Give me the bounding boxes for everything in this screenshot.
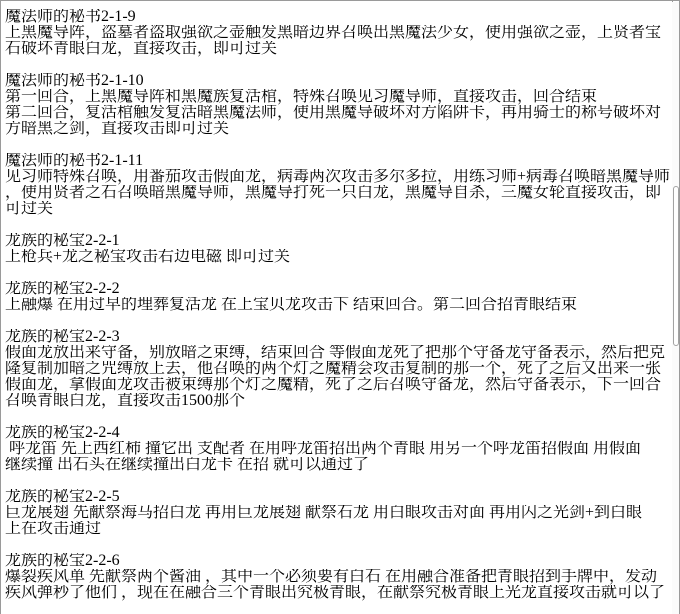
entry-title: 魔法师的秘书2-1-9 [5, 9, 136, 25]
walkthrough-entry [5, 329, 670, 409]
entry-text-line: 可过关 [5, 201, 54, 217]
entry-title: 龙族的秘宝2-2-2 [5, 281, 120, 297]
entry-text-line: 假面龙放出来守备，别放暗之束缚，结束回合 等假面龙死了把那个守备龙守备表示，然后把克 [5, 345, 666, 361]
entry-text-line: 呼龙笛 先上西红柿 撞它出 支配者 在用呼龙笛招出两个青眼 用另一个呼龙笛招假面 用假面 [5, 441, 642, 457]
walkthrough-entry [5, 425, 670, 473]
walkthrough-entry [5, 281, 670, 313]
entry-text-line: ，使用贤者之石召唤暗黑魔导师，黑魔导打死一只白龙，黑魔导自杀，三魔女轮直接攻击，即 [5, 185, 662, 201]
entry-text-line: 隆复制加暗之咒缚放上去，他召唤的两个灯之魔精会攻击复制的那一个，死了之后又出来一张 [5, 361, 662, 377]
entry-text-line: 假面龙，拿假面龙攻击被束缚那个灯之魔精，死了之后召唤守备龙，然后守备表示，下一回合 [5, 377, 662, 393]
walkthrough-entry [5, 489, 670, 537]
walkthrough-entry [5, 9, 670, 57]
walkthrough-entry [5, 153, 670, 217]
entry-text-line: 第二回合，复活棺触发复活暗黑魔法师，使用黑魔导破坏对方陷阱卡，再用骑士的称号破坏对 [5, 105, 662, 121]
notes-textarea[interactable] [1, 1, 673, 614]
vertical-scrollbar-thumb[interactable] [673, 186, 679, 346]
entry-text-line: 第一回合，上黑魔导阵和黑魔族复活棺，特殊召唤见习魔导师，直接攻击，回合结束 [5, 89, 598, 105]
walkthrough-entry [5, 553, 670, 601]
entry-title: 魔法师的秘书2-1-11 [5, 153, 144, 169]
entry-title: 龙族的秘宝2-2-5 [5, 489, 120, 505]
entry-text-line: 石破坏青眼白龙，直接攻击，即可过关 [5, 41, 278, 57]
entry-text-line: 爆裂疾风单 先献祭两个酱油 ，其中一个必须要有白石 在用融合准备把青眼招到手牌中，发动 [5, 569, 658, 585]
vertical-scrollbar-track[interactable] [672, 2, 679, 614]
entry-title: 魔法师的秘书2-1-10 [5, 73, 144, 89]
entry-title: 龙族的秘宝2-2-6 [5, 553, 120, 569]
entry-text-line: 巨龙展翅 先献祭海马招白龙 再用巨龙展翅 献祭石龙 用白眼攻击对面 再用闪之光剑+到白眼 [5, 505, 643, 521]
entry-text-line: 上在攻击通过 [5, 521, 102, 537]
entry-text-line: 召唤青眼白龙，直接攻击1500那个 [5, 393, 246, 409]
entry-text-line: 疾风弹秒了他们 ，现在在融合三个青眼出究极青眼，在献祭究极青眼上光龙直接攻击就可以了 [5, 585, 666, 601]
entry-text-line: 见习师特殊召唤，用番茄攻击假面龙，病毒两次攻击多尔多拉，用练习师+病毒召唤暗黑魔导师 [5, 169, 670, 185]
walkthrough-entry [5, 73, 670, 137]
entry-title: 龙族的秘宝2-2-1 [5, 233, 120, 249]
entry-text-line: 上融爆 在用过早的埋葬复活龙 在上宝贝龙攻击下 结束回合。第二回合招青眼结束 [5, 297, 578, 313]
entry-title: 龙族的秘宝2-2-4 [5, 425, 120, 441]
walkthrough-entry [5, 233, 670, 265]
entry-text-line: 上黑魔导阵，盗墓者盗取强欲之壶触发黑暗边界召唤出黑魔法少女，使用强欲之壶，上贤者宝 [5, 25, 662, 41]
entry-text-line: 上枪兵+龙之秘宝攻击右边电磁 即可过关 [5, 249, 291, 265]
entry-title: 龙族的秘宝2-2-3 [5, 329, 120, 345]
entry-text-line: 方暗黑之剑，直接攻击即可过关 [5, 121, 230, 137]
entry-text-line: 继续撞 出石头在继续撞出白龙卡 在招 就可以通过了 [5, 457, 370, 473]
